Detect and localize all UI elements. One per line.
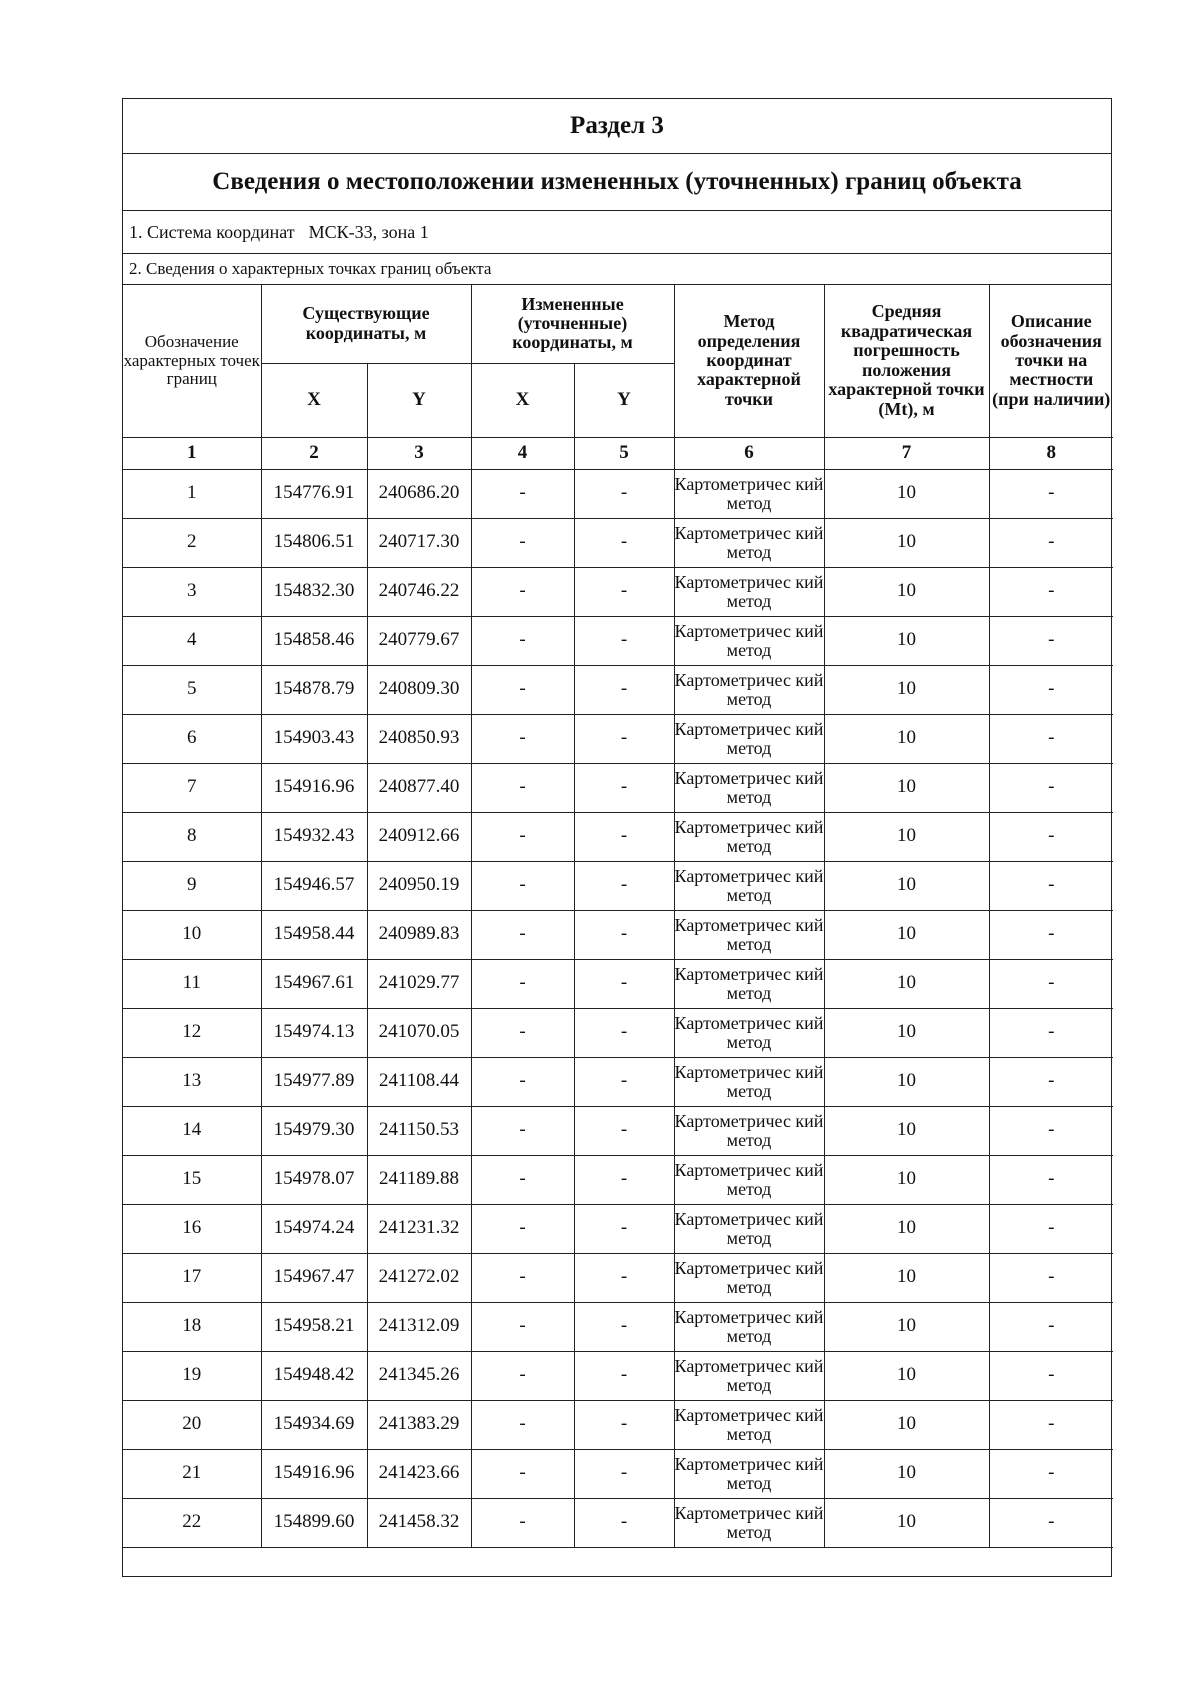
mt-cell: 10	[824, 1302, 989, 1351]
mt-cell: 10	[824, 959, 989, 1008]
changed-y-cell: -	[574, 1155, 674, 1204]
changed-y-cell: -	[574, 1351, 674, 1400]
description-cell: -	[989, 861, 1113, 910]
method-cell: Картометричес кий метод	[674, 959, 824, 1008]
table-row	[123, 1057, 1113, 1106]
method-cell: Картометричес кий метод	[674, 1155, 824, 1204]
table-row	[123, 1253, 1113, 1302]
point-id-cell: 9	[123, 861, 261, 910]
header-method: Метод определения координат характерной точки	[674, 285, 824, 437]
point-id-cell: 2	[123, 518, 261, 567]
table-row	[123, 1400, 1113, 1449]
existing-y-cell: 241231.32	[367, 1204, 471, 1253]
existing-y-cell: 241150.53	[367, 1106, 471, 1155]
mt-cell: 10	[824, 469, 989, 518]
changed-x-cell: -	[471, 1204, 574, 1253]
method-cell: Картометричес кий метод	[674, 1204, 824, 1253]
description-cell: -	[989, 518, 1113, 567]
mt-cell: 10	[824, 1351, 989, 1400]
column-number: 5	[574, 437, 674, 469]
changed-y-cell: -	[574, 1302, 674, 1351]
existing-x-cell: 154932.43	[261, 812, 367, 861]
description-cell: -	[989, 1400, 1113, 1449]
existing-x-cell: 154946.57	[261, 861, 367, 910]
existing-x-cell: 154916.96	[261, 763, 367, 812]
existing-y-cell: 241108.44	[367, 1057, 471, 1106]
description-cell: -	[989, 959, 1113, 1008]
changed-y-cell: -	[574, 1449, 674, 1498]
mt-cell: 10	[824, 1057, 989, 1106]
existing-x-cell: 154948.42	[261, 1351, 367, 1400]
changed-y-cell: -	[574, 1106, 674, 1155]
mt-cell: 10	[824, 763, 989, 812]
changed-y-cell: -	[574, 665, 674, 714]
method-cell: Картометричес кий метод	[674, 616, 824, 665]
points-table	[123, 285, 1113, 1548]
existing-x-cell: 154967.61	[261, 959, 367, 1008]
point-id-cell: 19	[123, 1351, 261, 1400]
method-cell: Картометричес кий метод	[674, 763, 824, 812]
changed-y-cell: -	[574, 616, 674, 665]
description-cell: -	[989, 1204, 1113, 1253]
existing-x-cell: 154878.79	[261, 665, 367, 714]
existing-x-cell: 154977.89	[261, 1057, 367, 1106]
point-id-cell: 3	[123, 567, 261, 616]
description-cell: -	[989, 1449, 1113, 1498]
point-id-cell: 16	[123, 1204, 261, 1253]
mt-cell: 10	[824, 616, 989, 665]
changed-x-cell: -	[471, 1106, 574, 1155]
existing-y-cell: 241345.26	[367, 1351, 471, 1400]
method-cell: Картометричес кий метод	[674, 567, 824, 616]
header-description: Описание обозначения точки на местности (при наличии)	[989, 285, 1113, 437]
point-id-cell: 7	[123, 763, 261, 812]
table-row	[123, 616, 1113, 665]
header-mt: Средняя квадратическая погрешность положения характерной точки (Mt), м	[824, 285, 989, 437]
table-row	[123, 1155, 1113, 1204]
table-row	[123, 714, 1113, 763]
existing-x-cell: 154974.13	[261, 1008, 367, 1057]
description-cell: -	[989, 1253, 1113, 1302]
changed-x-cell: -	[471, 1155, 574, 1204]
points-info-label: 2. Сведения о характерных точках границ объекта	[123, 254, 1111, 285]
point-id-cell: 12	[123, 1008, 261, 1057]
point-id-cell: 17	[123, 1253, 261, 1302]
changed-x-cell: -	[471, 812, 574, 861]
table-row	[123, 1498, 1113, 1547]
table-row	[123, 959, 1113, 1008]
mt-cell: 10	[824, 1400, 989, 1449]
point-id-cell: 15	[123, 1155, 261, 1204]
point-id-cell: 4	[123, 616, 261, 665]
existing-y-cell: 240950.19	[367, 861, 471, 910]
mt-cell: 10	[824, 1204, 989, 1253]
changed-y-cell: -	[574, 1008, 674, 1057]
existing-y-cell: 241383.29	[367, 1400, 471, 1449]
changed-y-cell: -	[574, 910, 674, 959]
mt-cell: 10	[824, 1155, 989, 1204]
column-number: 8	[989, 437, 1113, 469]
changed-x-cell: -	[471, 1449, 574, 1498]
description-cell: -	[989, 1155, 1113, 1204]
table-row	[123, 567, 1113, 616]
mt-cell: 10	[824, 1253, 989, 1302]
header-changed-y: Y	[574, 363, 674, 437]
changed-x-cell: -	[471, 910, 574, 959]
existing-y-cell: 241189.88	[367, 1155, 471, 1204]
changed-x-cell: -	[471, 1302, 574, 1351]
method-cell: Картометричес кий метод	[674, 1106, 824, 1155]
existing-y-cell: 240877.40	[367, 763, 471, 812]
changed-x-cell: -	[471, 518, 574, 567]
existing-y-cell: 240809.30	[367, 665, 471, 714]
method-cell: Картометричес кий метод	[674, 910, 824, 959]
header-existing-x: X	[261, 363, 367, 437]
method-cell: Картометричес кий метод	[674, 861, 824, 910]
header-existing-coords: Существующие координаты, м	[261, 285, 471, 363]
description-cell: -	[989, 910, 1113, 959]
description-cell: -	[989, 1302, 1113, 1351]
changed-y-cell: -	[574, 763, 674, 812]
table-row	[123, 1302, 1113, 1351]
point-id-cell: 18	[123, 1302, 261, 1351]
changed-x-cell: -	[471, 616, 574, 665]
changed-x-cell: -	[471, 469, 574, 518]
column-number: 1	[123, 437, 261, 469]
mt-cell: 10	[824, 567, 989, 616]
points-table-body	[123, 469, 1113, 1547]
changed-y-cell: -	[574, 861, 674, 910]
section-subtitle: Сведения о местоположении измененных (уточненных) границ объекта	[123, 154, 1111, 211]
existing-y-cell: 241423.66	[367, 1449, 471, 1498]
changed-y-cell: -	[574, 1057, 674, 1106]
existing-y-cell: 240746.22	[367, 567, 471, 616]
column-number: 6	[674, 437, 824, 469]
table-footer-row	[123, 1548, 1111, 1576]
changed-x-cell: -	[471, 763, 574, 812]
table-row	[123, 763, 1113, 812]
description-cell: -	[989, 1106, 1113, 1155]
method-cell: Картометричес кий метод	[674, 714, 824, 763]
method-cell: Картометричес кий метод	[674, 1253, 824, 1302]
coord-system-row	[123, 211, 1111, 254]
existing-x-cell: 154979.30	[261, 1106, 367, 1155]
mt-cell: 10	[824, 861, 989, 910]
point-id-cell: 1	[123, 469, 261, 518]
table-row	[123, 1204, 1113, 1253]
existing-y-cell: 241070.05	[367, 1008, 471, 1057]
header-point-designation: Обозначение характерных точек границ	[123, 285, 261, 437]
method-cell: Картометричес кий метод	[674, 812, 824, 861]
table-row	[123, 1106, 1113, 1155]
existing-y-cell: 241272.02	[367, 1253, 471, 1302]
table-row	[123, 1449, 1113, 1498]
changed-x-cell: -	[471, 1498, 574, 1547]
existing-y-cell: 240912.66	[367, 812, 471, 861]
point-id-cell: 8	[123, 812, 261, 861]
description-cell: -	[989, 1351, 1113, 1400]
existing-y-cell: 241312.09	[367, 1302, 471, 1351]
changed-y-cell: -	[574, 1204, 674, 1253]
existing-x-cell: 154806.51	[261, 518, 367, 567]
changed-x-cell: -	[471, 665, 574, 714]
header-changed-x: X	[471, 363, 574, 437]
description-cell: -	[989, 665, 1113, 714]
existing-x-cell: 154916.96	[261, 1449, 367, 1498]
existing-x-cell: 154832.30	[261, 567, 367, 616]
column-number: 4	[471, 437, 574, 469]
description-cell: -	[989, 763, 1113, 812]
changed-x-cell: -	[471, 1253, 574, 1302]
mt-cell: 10	[824, 1449, 989, 1498]
description-cell: -	[989, 812, 1113, 861]
changed-y-cell: -	[574, 518, 674, 567]
changed-x-cell: -	[471, 1008, 574, 1057]
changed-y-cell: -	[574, 567, 674, 616]
column-number: 3	[367, 437, 471, 469]
changed-x-cell: -	[471, 1400, 574, 1449]
table-row	[123, 469, 1113, 518]
header-existing-y: Y	[367, 363, 471, 437]
point-id-cell: 5	[123, 665, 261, 714]
existing-x-cell: 154967.47	[261, 1253, 367, 1302]
method-cell: Картометричес кий метод	[674, 469, 824, 518]
changed-x-cell: -	[471, 1057, 574, 1106]
mt-cell: 10	[824, 1008, 989, 1057]
changed-y-cell: -	[574, 1498, 674, 1547]
mt-cell: 10	[824, 665, 989, 714]
mt-cell: 10	[824, 714, 989, 763]
changed-x-cell: -	[471, 714, 574, 763]
existing-y-cell: 240779.67	[367, 616, 471, 665]
existing-y-cell: 240989.83	[367, 910, 471, 959]
table-row	[123, 812, 1113, 861]
header-changed-coords: Измененные (уточненные) координаты, м	[471, 285, 674, 363]
point-id-cell: 6	[123, 714, 261, 763]
method-cell: Картометричес кий метод	[674, 518, 824, 567]
changed-y-cell: -	[574, 1400, 674, 1449]
table-row	[123, 1008, 1113, 1057]
point-id-cell: 22	[123, 1498, 261, 1547]
existing-y-cell: 241458.32	[367, 1498, 471, 1547]
method-cell: Картометричес кий метод	[674, 1351, 824, 1400]
mt-cell: 10	[824, 1106, 989, 1155]
existing-x-cell: 154776.91	[261, 469, 367, 518]
table-row	[123, 665, 1113, 714]
existing-x-cell: 154974.24	[261, 1204, 367, 1253]
existing-x-cell: 154958.21	[261, 1302, 367, 1351]
changed-y-cell: -	[574, 1253, 674, 1302]
mt-cell: 10	[824, 812, 989, 861]
existing-y-cell: 240850.93	[367, 714, 471, 763]
description-cell: -	[989, 1498, 1113, 1547]
table-row	[123, 1351, 1113, 1400]
changed-x-cell: -	[471, 567, 574, 616]
description-cell: -	[989, 714, 1113, 763]
table-row	[123, 910, 1113, 959]
point-id-cell: 20	[123, 1400, 261, 1449]
existing-y-cell: 241029.77	[367, 959, 471, 1008]
mt-cell: 10	[824, 1498, 989, 1547]
table-row	[123, 518, 1113, 567]
method-cell: Картометричес кий метод	[674, 1057, 824, 1106]
changed-x-cell: -	[471, 861, 574, 910]
changed-x-cell: -	[471, 1351, 574, 1400]
changed-x-cell: -	[471, 959, 574, 1008]
point-id-cell: 10	[123, 910, 261, 959]
description-cell: -	[989, 1057, 1113, 1106]
coord-system-value: МСК-33, зона 1	[308, 221, 429, 242]
method-cell: Картометричес кий метод	[674, 665, 824, 714]
existing-x-cell: 154903.43	[261, 714, 367, 763]
coord-system-label: 1. Система координат	[129, 221, 295, 242]
existing-x-cell: 154899.60	[261, 1498, 367, 1547]
point-id-cell: 13	[123, 1057, 261, 1106]
existing-x-cell: 154934.69	[261, 1400, 367, 1449]
method-cell: Картометричес кий метод	[674, 1400, 824, 1449]
changed-y-cell: -	[574, 469, 674, 518]
changed-y-cell: -	[574, 714, 674, 763]
table-row	[123, 861, 1113, 910]
section-title: Раздел 3	[123, 99, 1111, 154]
existing-x-cell: 154858.46	[261, 616, 367, 665]
description-cell: -	[989, 469, 1113, 518]
column-number: 7	[824, 437, 989, 469]
method-cell: Картометричес кий метод	[674, 1449, 824, 1498]
mt-cell: 10	[824, 518, 989, 567]
point-id-cell: 11	[123, 959, 261, 1008]
method-cell: Картометричес кий метод	[674, 1302, 824, 1351]
mt-cell: 10	[824, 910, 989, 959]
column-number: 2	[261, 437, 367, 469]
existing-y-cell: 240686.20	[367, 469, 471, 518]
existing-x-cell: 154978.07	[261, 1155, 367, 1204]
existing-x-cell: 154958.44	[261, 910, 367, 959]
changed-y-cell: -	[574, 812, 674, 861]
existing-y-cell: 240717.30	[367, 518, 471, 567]
description-cell: -	[989, 616, 1113, 665]
method-cell: Картометричес кий метод	[674, 1008, 824, 1057]
document-sheet	[122, 98, 1112, 1577]
method-cell: Картометричес кий метод	[674, 1498, 824, 1547]
description-cell: -	[989, 1008, 1113, 1057]
changed-y-cell: -	[574, 959, 674, 1008]
point-id-cell: 21	[123, 1449, 261, 1498]
point-id-cell: 14	[123, 1106, 261, 1155]
description-cell: -	[989, 567, 1113, 616]
